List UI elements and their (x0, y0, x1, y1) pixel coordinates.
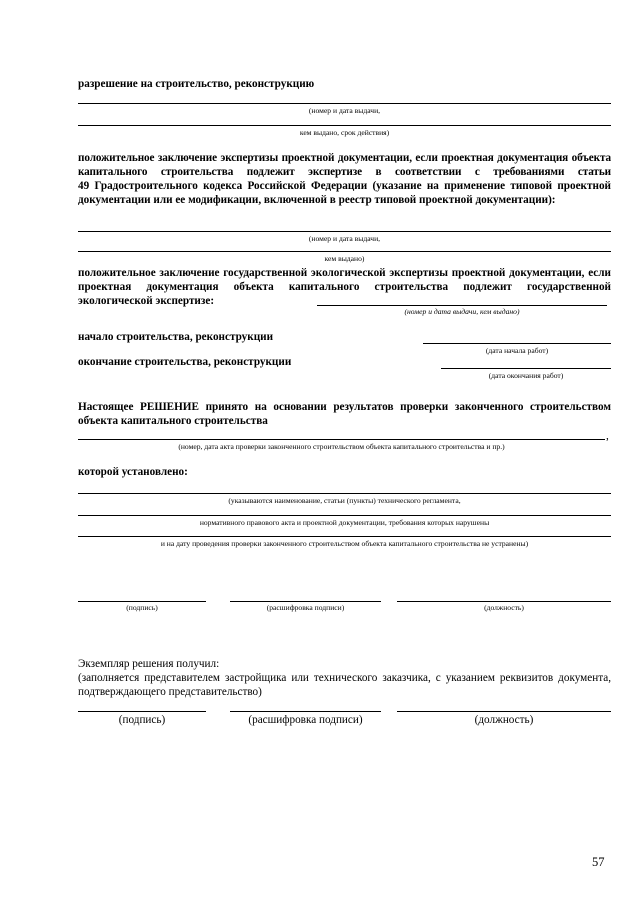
start-label: начало строительства, реконструкции (78, 331, 274, 343)
decision-text: Настоящее РЕШЕНИЕ принято на основании результатов проверки законченного строительством объекта капитального строительства (78, 401, 611, 427)
expertise-line-2 (78, 251, 611, 252)
established-hint-2: нормативного правового акта и проектной документации, требования которых нарушены (199, 518, 490, 527)
end-hint: (дата окончания работ) (488, 371, 564, 380)
expertise-hint-2: кем выдано) (324, 254, 365, 263)
permit-hint-1: (номер и дата выдачи, (308, 106, 381, 115)
receiver-signature-hint: (подпись) (118, 714, 166, 726)
receiver-signature-line (78, 711, 206, 712)
start-hint: (дата начала работ) (485, 346, 549, 355)
established-line-3 (78, 536, 611, 537)
established-hint-1: (указываются наименование, статьи (пункты) технического регламента, (228, 496, 461, 505)
expertise-line-1 (78, 231, 611, 232)
established-line-2 (78, 515, 611, 516)
decision-comma: , (606, 430, 609, 442)
signature-line (78, 601, 206, 602)
decision-hint: (номер, дата акта проверки законченного строительством объекта капитального строительства и пр.) (178, 442, 505, 451)
received-note: (заполняется представителем застройщика или технического заказчика, с указанием реквизитов документа, подтверждающего представительство) (78, 672, 611, 698)
end-line (441, 368, 611, 369)
ecology-text: положительное заключение государственной экологической экспертизы проектной документации, если проектная документация объекта капитального строительства подлежит государственной экологической экспертизе: (78, 267, 611, 307)
established-label: которой установлено: (78, 466, 188, 478)
receiver-decode-hint: (расшифровка подписи) (248, 714, 363, 726)
receiver-position-hint: (должность) (474, 714, 534, 726)
ecology-hint: (номер и дата выдачи, кем выдано) (404, 307, 520, 316)
permit-line-2 (78, 125, 611, 126)
position-line (397, 601, 611, 602)
established-line-1 (78, 493, 611, 494)
ecology-line (317, 305, 607, 306)
start-line (423, 343, 611, 344)
receiver-decode-line (230, 711, 381, 712)
permit-heading: разрешение на строительство, реконструкцию (78, 78, 315, 90)
signature-hint: (подпись) (126, 603, 158, 612)
permit-hint-2: кем выдано, срок действия) (299, 128, 390, 137)
signature-decode-line (230, 601, 381, 602)
permit-line-1 (78, 103, 611, 104)
established-hint-3: и на дату проведения проверки законченного строительством объекта капитального строительства не устранены) (160, 539, 529, 548)
expertise-text-1: положительное заключение экспертизы проектной документации, если проектная документация объекта капитального строительства подлежит экспертизе в соответствии с требованиями статьи (78, 152, 611, 178)
received-title: Экземпляр решения получил: (78, 658, 220, 670)
expertise-text-2: 49 Градостроительного кодекса Российской Федерации (указание на применение типовой проектной документации или ее модификации, включенной в реестр типовой проектной документации): (78, 180, 611, 206)
decision-line (78, 439, 605, 440)
end-label: окончание строительства, реконструкции (78, 356, 292, 368)
receiver-position-line (397, 711, 611, 712)
position-hint: (должность) (484, 603, 524, 612)
signature-decode-hint: (расшифровка подписи) (266, 603, 345, 612)
expertise-hint-1: (номер и дата выдачи, (308, 234, 381, 243)
page-number: 57 (592, 855, 605, 869)
